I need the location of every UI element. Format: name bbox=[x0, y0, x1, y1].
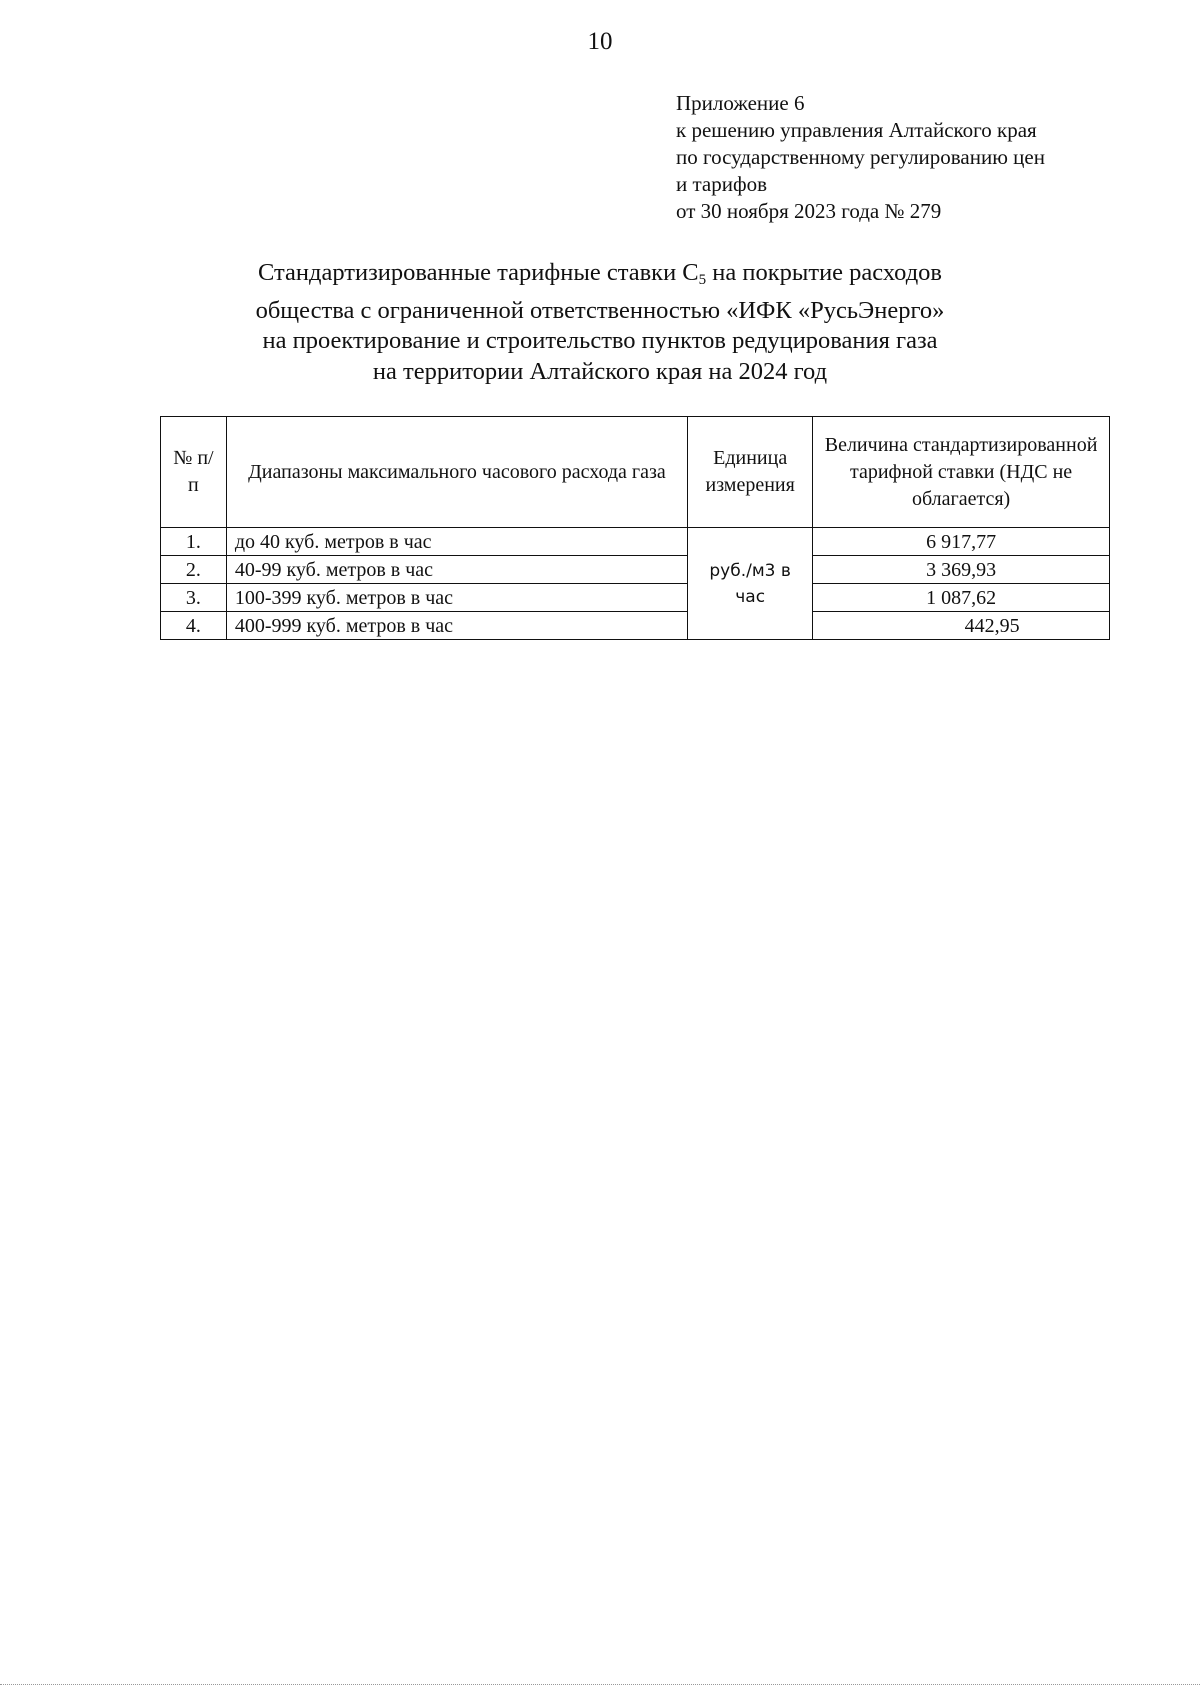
row-num: 2. bbox=[161, 556, 227, 584]
row-num: 4. bbox=[161, 612, 227, 640]
page-bottom-divider bbox=[0, 1684, 1200, 1685]
title-line-3: на проектирование и строительство пунктов редуцирования газа bbox=[262, 327, 938, 354]
row-value: 6 917,77 bbox=[813, 528, 1110, 556]
table-row bbox=[161, 612, 1110, 640]
unit-cell: руб./м3 в час bbox=[688, 528, 813, 640]
row-range: 40-99 куб. метров в час bbox=[226, 556, 687, 584]
row-value: 442,95 bbox=[813, 612, 1110, 640]
table-row bbox=[161, 584, 1110, 612]
header-range: Диапазоны максимального часового расхода газа bbox=[226, 417, 687, 528]
header-num: № п/п bbox=[161, 417, 227, 528]
header-value: Величина стандартизированной тарифной ставки (НДС не облагается) bbox=[813, 417, 1110, 528]
appendix-block bbox=[676, 90, 1045, 225]
table-header-row bbox=[161, 417, 1110, 528]
row-num: 3. bbox=[161, 584, 227, 612]
appendix-line: Приложение 6 bbox=[676, 91, 805, 115]
title-line-2: общества с ограниченной ответственностью «ИФК «РусьЭнерго» bbox=[255, 296, 945, 324]
row-range: до 40 куб. метров в час bbox=[226, 528, 687, 556]
table-row bbox=[161, 556, 1110, 584]
document-title bbox=[0, 258, 1200, 387]
appendix-line: по государственному регулированию цен bbox=[676, 145, 1045, 169]
title-line-1: Стандартизированные тарифные ставки $С_5$ на покрытие расходов bbox=[257, 259, 943, 288]
row-value: 1 087,62 bbox=[813, 584, 1110, 612]
appendix-line: от 30 ноября 2023 года № 279 bbox=[676, 199, 942, 223]
table-row bbox=[161, 528, 1110, 556]
title-line-4: на территории Алтайского края на 2024 год bbox=[372, 357, 828, 385]
tariff-table bbox=[160, 416, 1110, 640]
appendix-line: и тарифов bbox=[676, 172, 768, 196]
row-value: 3 369,93 bbox=[813, 556, 1110, 584]
row-range: 400-999 куб. метров в час bbox=[226, 612, 687, 640]
row-range: 100-399 куб. метров в час bbox=[226, 584, 687, 612]
row-num: 1. bbox=[161, 528, 227, 556]
page-number: 10 bbox=[587, 28, 613, 55]
header-unit: Единица измерения bbox=[688, 417, 813, 528]
appendix-line: к решению управления Алтайского края bbox=[676, 118, 1037, 142]
